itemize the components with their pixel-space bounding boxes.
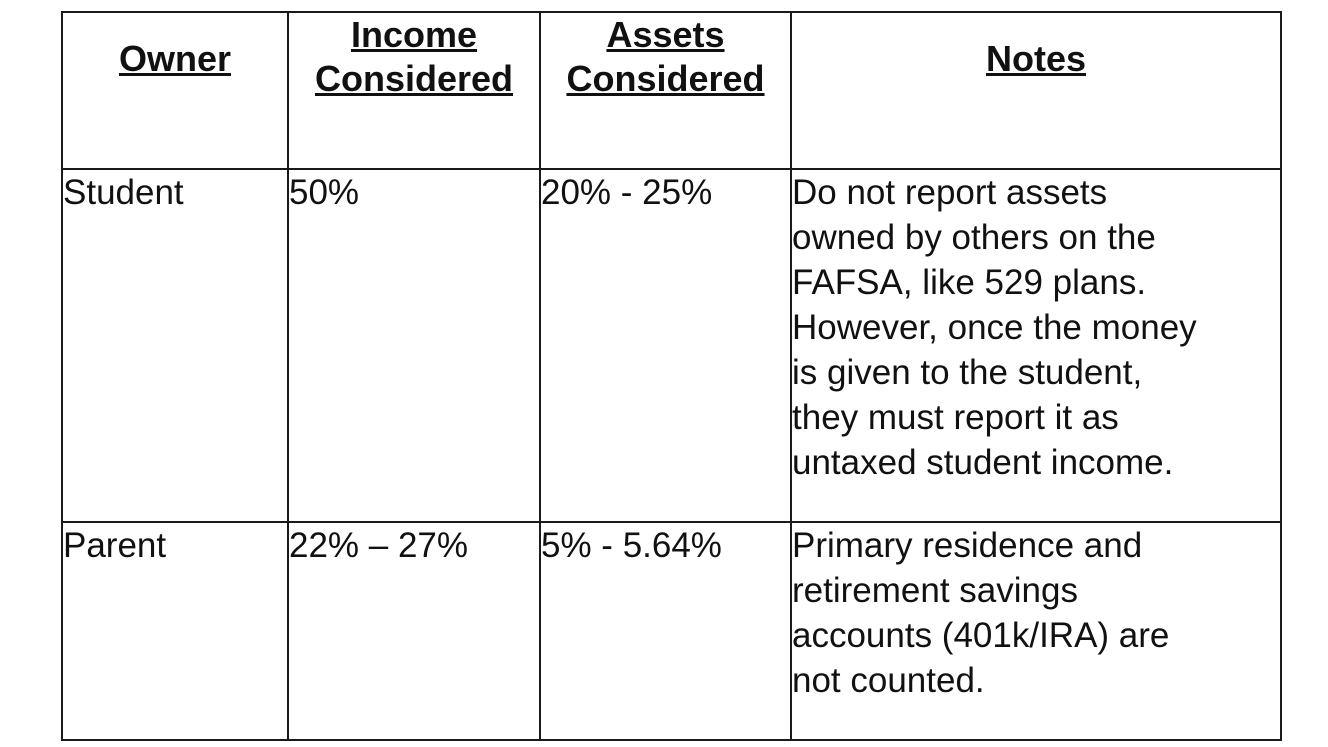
notes-line: Do not report assets [792, 173, 1108, 212]
header-income-considered: Income Considered [288, 12, 540, 169]
header-owner: Owner [62, 12, 288, 169]
cell-notes [791, 169, 1281, 522]
header-assets-considered: Assets Considered [540, 12, 791, 169]
fafsa-ownership-table [61, 11, 1282, 741]
notes-line: is given to the student, [792, 353, 1143, 392]
notes-line: owned by others on the [792, 218, 1156, 257]
notes-line: Primary residence and [792, 526, 1143, 565]
table-row-student [62, 169, 1281, 522]
header-notes: Notes [791, 12, 1281, 169]
table-header-row [62, 12, 1281, 169]
notes-line: not counted. [792, 661, 985, 700]
cell-income: 50% [288, 169, 540, 522]
notes-line: retirement savings [792, 571, 1078, 610]
table-row-parent [62, 522, 1281, 740]
cell-assets: 5% - 5.64% [540, 522, 791, 740]
notes-line: untaxed student income. [792, 443, 1174, 482]
notes-line: they must report it as [792, 398, 1119, 437]
cell-income: 22% – 27% [288, 522, 540, 740]
notes-line: However, once the money [792, 308, 1197, 347]
cell-owner: Parent [62, 522, 288, 740]
cell-owner: Student [62, 169, 288, 522]
cell-notes [791, 522, 1281, 740]
cell-assets: 20% - 25% [540, 169, 791, 522]
notes-line: accounts (401k/IRA) are [792, 616, 1170, 655]
notes-line: FAFSA, like 529 plans. [792, 263, 1147, 302]
